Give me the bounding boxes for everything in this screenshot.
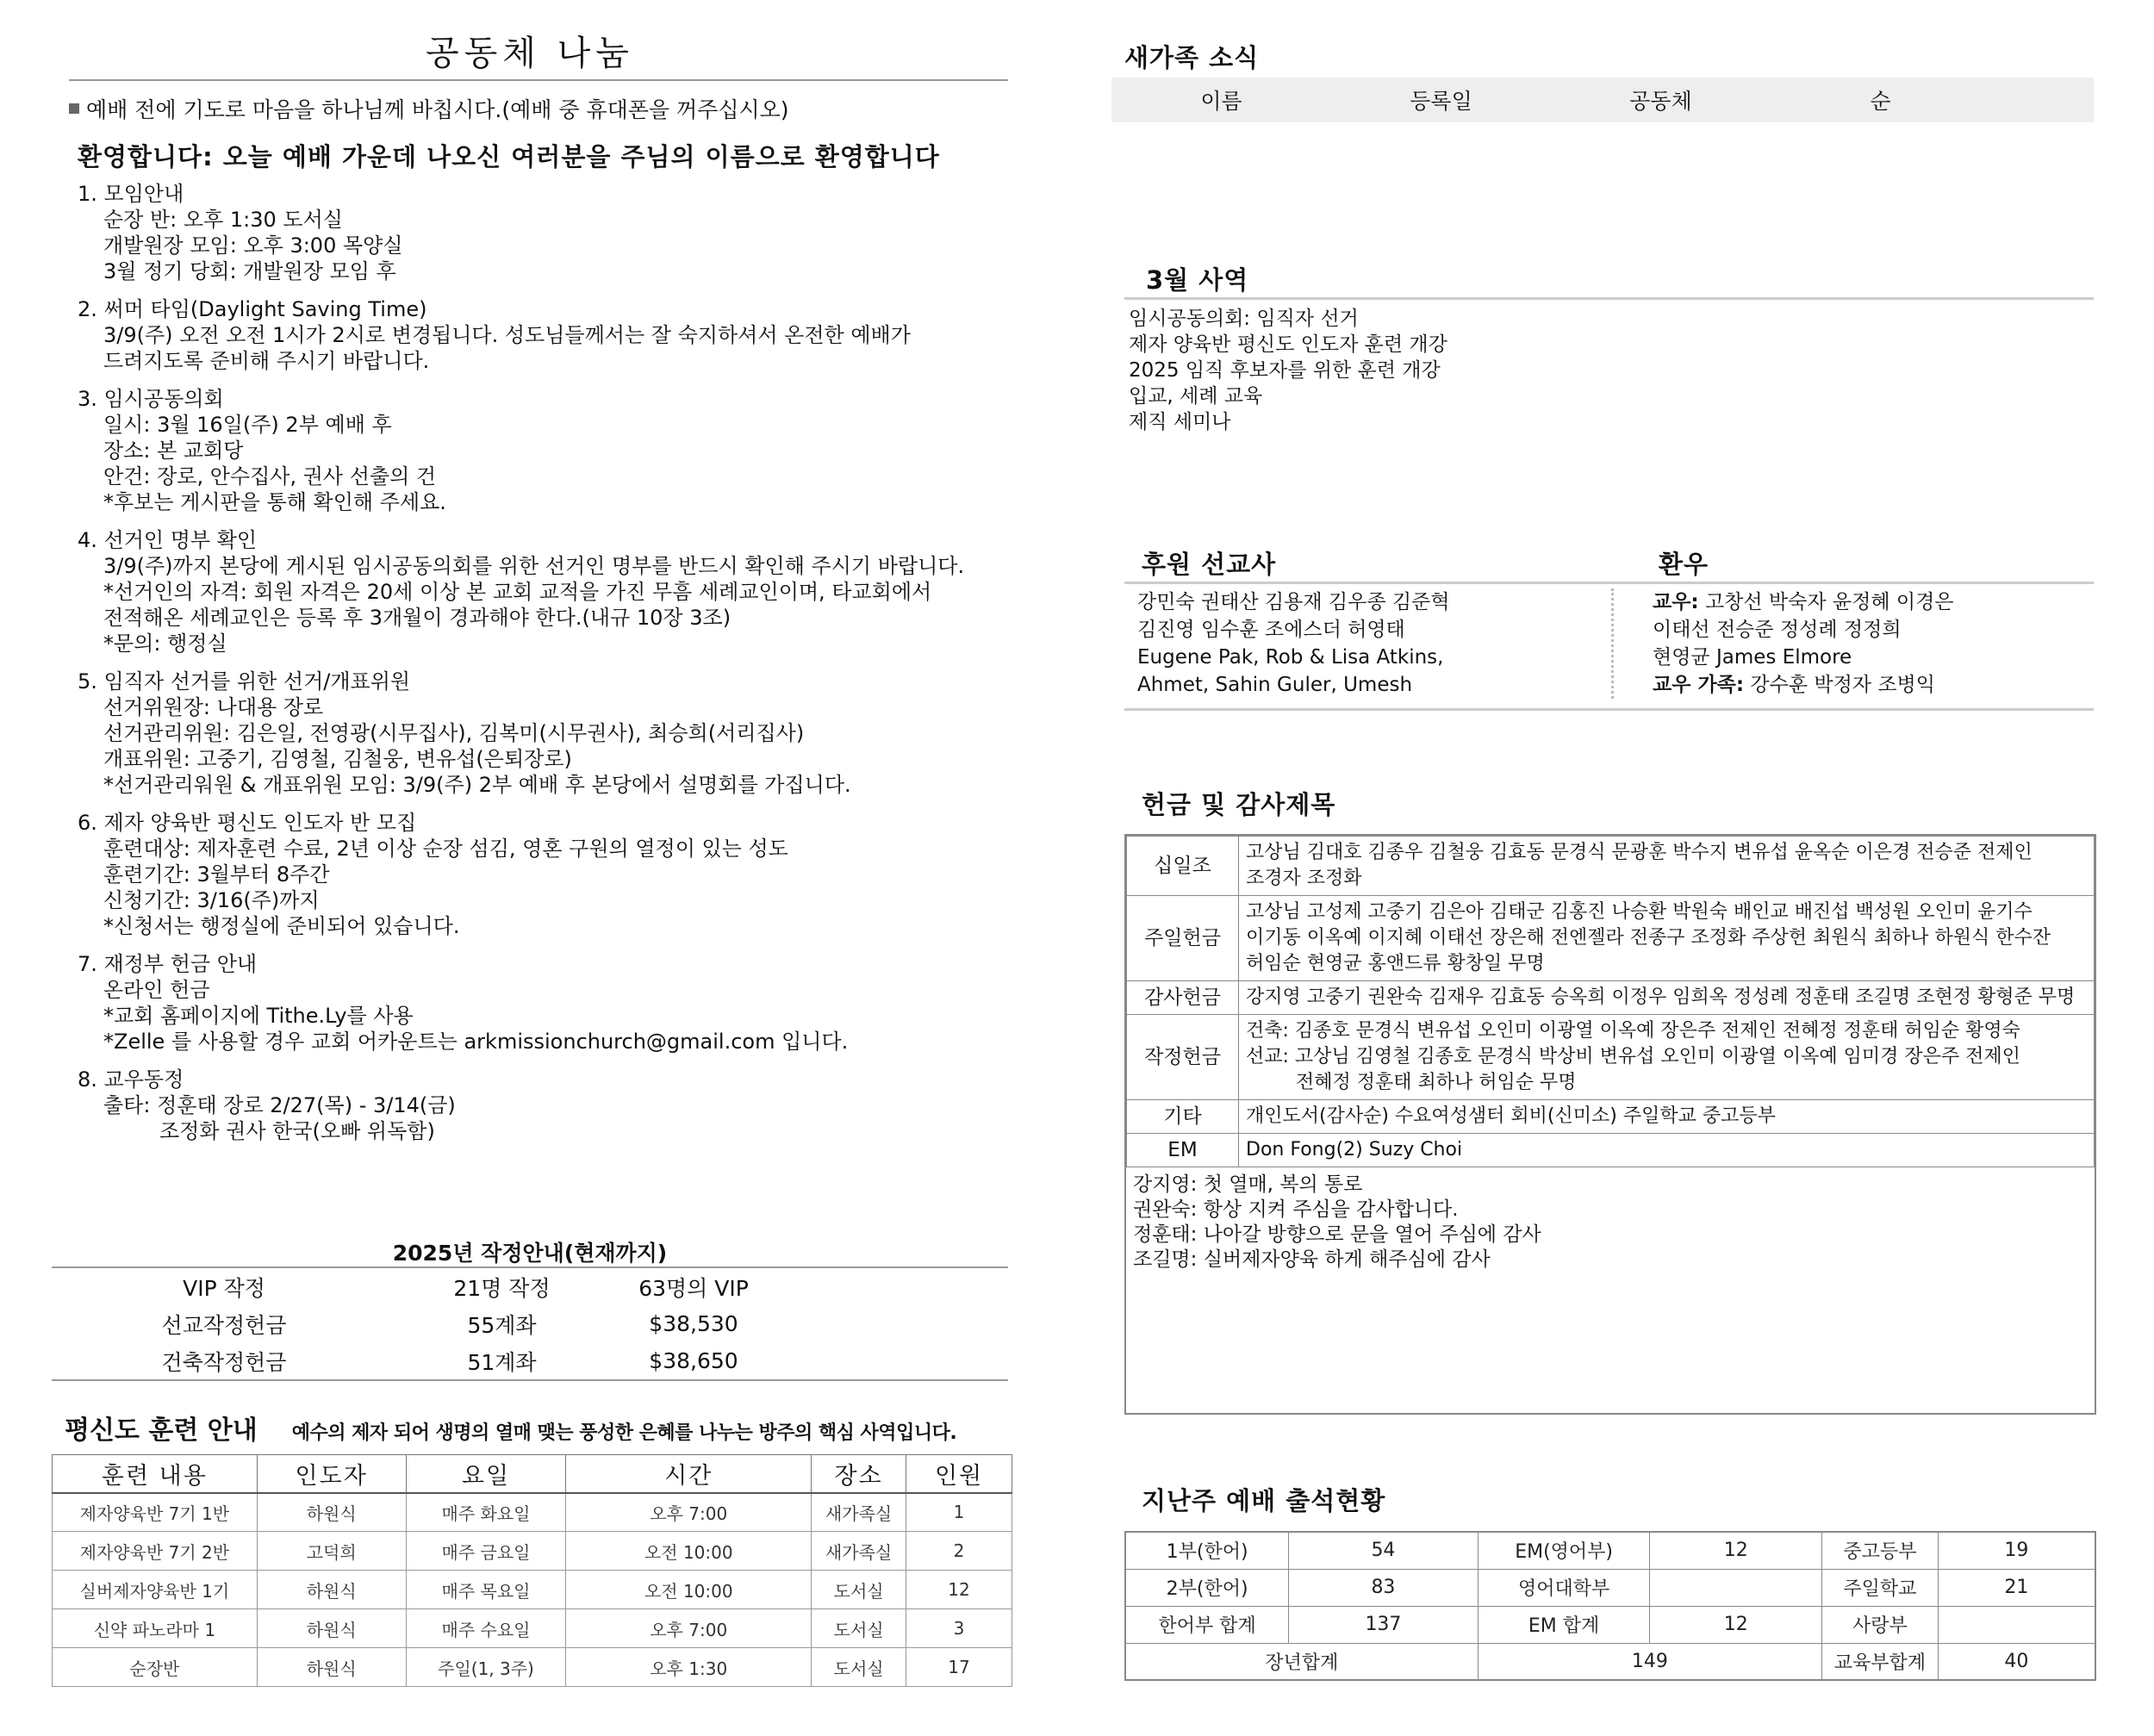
training-col-header: 요일 <box>406 1455 566 1493</box>
table-row <box>1125 1569 2095 1606</box>
training-cell: 순장반 <box>53 1648 258 1687</box>
announcement-line: 안건: 장로, 안수집사, 권사 선출의 건 <box>103 464 437 488</box>
sick-line <box>1653 588 1954 616</box>
attendance-cell: 12 <box>1650 1606 1822 1643</box>
announcement-line: 훈련기간: 3월부터 8주간 <box>103 862 330 887</box>
table-row <box>53 1493 1012 1532</box>
offering-names <box>1239 1134 2095 1167</box>
offering-line: 강지영 고중기 권완숙 김재우 김효동 승옥희 이정우 임희옥 정성례 정훈태 조길명 조현정 황형준 무명 <box>1246 986 2076 1008</box>
announcement-line: *Zelle 를 사용할 경우 교회 어카운트는 arkmissionchurch@gmail.com 입니다. <box>103 1030 849 1054</box>
announcement-title: 6. 제자 양육반 평신도 인도자 반 모집 <box>78 811 417 835</box>
announcement-item <box>78 527 1017 656</box>
training-cell: 하원식 <box>257 1493 406 1532</box>
summary-row <box>52 1305 1008 1342</box>
table-row <box>1125 1532 2095 1569</box>
new-family-col-date: 등록일 <box>1410 89 1472 114</box>
announcement-line: *신청서는 행정실에 준비되어 있습니다. <box>103 914 460 938</box>
announcement-title: 5. 임직자 선거를 위한 선거/개표위원 <box>78 669 411 694</box>
table-row <box>1127 1100 2095 1134</box>
pledge-summary-title: 2025년 작정안내(현재까지) <box>392 1241 668 1266</box>
sick-names: 현영균 James Elmore <box>1653 646 1852 669</box>
training-cell: 하원식 <box>257 1609 406 1648</box>
worship-notice <box>69 93 789 124</box>
sick-line <box>1653 644 1954 671</box>
training-cell: 매주 화요일 <box>406 1493 566 1532</box>
announcement-line: 온라인 헌금 <box>103 978 210 1002</box>
offering-label: EM <box>1127 1134 1239 1167</box>
attendance-cell: 주일학교 <box>1822 1569 1939 1606</box>
offering-line: 이기동 이옥예 이지혜 이태선 장은해 전엔젤라 전종구 조정화 주상헌 최원식 최하나 하원식 한수잔 <box>1246 927 2051 949</box>
offering-label: 작정헌금 <box>1127 1015 1239 1100</box>
training-col-header: 장소 <box>812 1455 906 1493</box>
new-family-header <box>1111 78 2094 122</box>
table-row <box>1127 981 2095 1015</box>
announcement-line: 드려지도록 준비해 주시기 바랍니다. <box>103 349 430 373</box>
summary-cell: $38,530 <box>649 1311 738 1336</box>
summary-cell: 건축작정헌금 <box>161 1349 287 1375</box>
sick-members-list <box>1611 588 1954 699</box>
offering-names <box>1239 1100 2095 1134</box>
list-item: 입교, 세례 교육 <box>1129 385 1263 408</box>
training-cell: 제자양육반 7기 1반 <box>53 1493 258 1532</box>
training-cell: 17 <box>906 1648 1012 1687</box>
training-cell: 하원식 <box>257 1571 406 1609</box>
attendance-cell: EM(영어부) <box>1478 1532 1650 1569</box>
announcement-line: 신청기간: 3/16(주)까지 <box>103 888 320 912</box>
announcement-line: 훈련대상: 제자훈련 수료, 2년 이상 순장 섬김, 영혼 구원의 열정이 있는 성도 <box>103 837 788 861</box>
attendance-cell: 12 <box>1650 1532 1822 1569</box>
square-bullet-icon <box>69 103 79 114</box>
missionaries-list <box>1129 588 1611 699</box>
summary-row <box>52 1342 1008 1379</box>
offering-title: 헌금 및 감사제목 <box>1142 790 1336 819</box>
thanks-line: 권완숙: 항상 지켜 주심을 감사합니다. <box>1133 1198 1459 1221</box>
table-row <box>1127 837 2095 896</box>
list-item: 제자 양육반 평신도 인도자 훈련 개강 <box>1129 333 1447 356</box>
training-cell: 3 <box>906 1609 1012 1648</box>
attendance-total-cell: 40 <box>1938 1643 2095 1680</box>
missionary-line: Eugene Pak, Rob & Lisa Atkins, <box>1137 646 1444 669</box>
sick-names: 고창선 박숙자 윤정혜 이경은 <box>1698 591 1954 613</box>
table-row <box>1125 1606 2095 1643</box>
training-cell: 새가족실 <box>812 1532 906 1571</box>
offering-table <box>1126 836 2095 1167</box>
training-cell: 오후 1:30 <box>566 1648 812 1687</box>
announcement-item <box>78 1067 1017 1144</box>
missionary-line: 김진영 임수훈 조에스더 허영태 <box>1137 619 1405 641</box>
training-cell: 실버제자양육반 1기 <box>53 1571 258 1609</box>
announcement-item <box>78 951 1017 1055</box>
training-cell: 도서실 <box>812 1648 906 1687</box>
training-title: 평신도 훈련 안내 <box>65 1416 258 1446</box>
training-cell: 도서실 <box>812 1609 906 1648</box>
sick-line <box>1653 616 1954 644</box>
page-title: 공동체 나눔 <box>426 34 634 73</box>
offering-names <box>1239 896 2095 981</box>
attendance-cell: 한어부 합계 <box>1125 1606 1289 1643</box>
sick-names: 강수훈 박정자 조병익 <box>1744 674 1935 696</box>
training-cell: 매주 목요일 <box>406 1571 566 1609</box>
training-cell: 도서실 <box>812 1571 906 1609</box>
summary-row <box>52 1268 1008 1305</box>
table-row <box>1127 1015 2095 1100</box>
list-item: 제직 세미나 <box>1129 411 1231 433</box>
notice-text: 예배 전에 기도로 마음을 하나님께 바칩시다.(예배 중 휴대폰을 꺼주십시오) <box>86 97 789 122</box>
missionary-line: 강민숙 권태산 김용재 김우종 김준혁 <box>1137 591 1450 613</box>
announcement-line: 3/9(주) 오전 오전 1시가 2시로 변경됩니다. 성도님들께서는 잘 숙지하셔서 온전한 예배가 <box>103 323 911 347</box>
attendance-cell: 137 <box>1289 1606 1479 1643</box>
table-row <box>1127 896 2095 981</box>
training-subtitle: 예수의 제자 되어 생명의 열매 맺는 풍성한 은혜를 나누는 방주의 핵심 사역입니다. <box>291 1422 957 1444</box>
announcement-line: 3월 정기 당회: 개발원장 모임 후 <box>103 259 396 283</box>
offering-line: 개인도서(감사순) 수요여성샘터 회비(신미소) 주일학교 중고등부 <box>1246 1105 1776 1127</box>
sick-label: 교우: <box>1653 591 1699 613</box>
attendance-total-row <box>1125 1643 2095 1680</box>
announcement-line: *문의: 행정실 <box>103 632 227 656</box>
training-table-header <box>53 1455 1012 1493</box>
pledge-summary-table <box>52 1266 1008 1381</box>
attendance-cell: 83 <box>1289 1569 1479 1606</box>
announcement-line: *후보는 게시판을 통해 확인해 주세요. <box>103 490 446 514</box>
attendance-cell: 21 <box>1938 1569 2095 1606</box>
thanks-line: 정훈태: 나아갈 방향으로 문을 열어 주심에 감사 <box>1133 1223 1541 1246</box>
sick-label: 교우 가족: <box>1653 674 1745 696</box>
attendance-total-cell: 149 <box>1478 1643 1821 1680</box>
announcement-line: *선거관리워원 & 개표위원 모임: 3/9(주) 2부 예배 후 본당에서 설명회를 가집니다. <box>103 773 851 797</box>
training-cell: 매주 수요일 <box>406 1609 566 1648</box>
announcement-line: 개발원장 모임: 오후 3:00 목양실 <box>103 233 403 258</box>
offering-label: 주일헌금 <box>1127 896 1239 981</box>
offering-box <box>1124 834 2096 1415</box>
attendance-cell <box>1650 1569 1822 1606</box>
training-col-header: 훈련 내용 <box>53 1455 258 1493</box>
march-ministry-title: 3월 사역 <box>1146 265 1249 295</box>
summary-cell: VIP 작정 <box>183 1275 265 1301</box>
missionaries-title: 후원 선교사 <box>1142 550 1277 579</box>
announcement-item <box>78 669 1017 798</box>
offering-label: 십일조 <box>1127 837 1239 896</box>
announcement-item <box>78 386 1017 515</box>
announcement-line: *선거인의 자격: 회원 자격은 20세 이상 본 교회 교적을 가진 무흠 세례교인이며, 타교회에서 <box>103 580 932 604</box>
attendance-cell: 1부(한어) <box>1125 1532 1289 1569</box>
attendance-table <box>1124 1531 2096 1681</box>
attendance-cell: 영어대학부 <box>1478 1569 1650 1606</box>
thanks-list <box>1126 1167 2095 1413</box>
training-header <box>65 1409 956 1447</box>
list-item: 임시공동의회: 임직자 선거 <box>1129 308 1359 330</box>
announcement-line: 순장 반: 오후 1:30 도서실 <box>103 208 343 232</box>
summary-cell: 55계좌 <box>467 1312 537 1338</box>
summary-cell: 63명의 VIP <box>638 1275 749 1301</box>
announcement-title: 3. 임시공동의회 <box>78 387 224 411</box>
attendance-cell: EM 합계 <box>1478 1606 1650 1643</box>
table-row <box>53 1648 1012 1687</box>
training-col-header: 인원 <box>906 1455 1012 1493</box>
offering-names <box>1239 981 2095 1015</box>
march-divider <box>1124 297 2094 300</box>
attendance-cell <box>1938 1606 2095 1643</box>
announcement-line: 출타: 정훈태 장로 2/27(목) - 3/14(금) <box>103 1093 456 1117</box>
announcement-line: *교회 홈페이지에 Tithe.Ly를 사용 <box>103 1004 414 1028</box>
new-family-title: 새가족 소식 <box>1124 43 1260 72</box>
announcement-line: 선거관리위원: 김은일, 전영광(시무집사), 김복미(시무권사), 최승희(서리집사) <box>103 721 805 745</box>
attendance-total-cell: 장년합계 <box>1125 1643 1478 1680</box>
training-cell: 신약 파노라마 1 <box>53 1609 258 1648</box>
attendance-cell: 중고등부 <box>1822 1532 1939 1569</box>
offering-label: 감사헌금 <box>1127 981 1239 1015</box>
missionary-line: Ahmet, Sahin Guler, Umesh <box>1137 674 1413 696</box>
sick-line <box>1653 671 1954 699</box>
training-cell: 1 <box>906 1493 1012 1532</box>
table-row <box>1127 1134 2095 1167</box>
table-row <box>53 1571 1012 1609</box>
summary-cell: $38,650 <box>649 1348 738 1373</box>
welcome-message: 환영합니다: 오늘 예배 가운데 나오신 여러분을 주님의 이름으로 환영합니다 <box>78 142 940 171</box>
offering-line: 건축: 김종호 문경식 변유섭 오인미 이광열 이옥예 장은주 전제인 전혜정 정훈태 허임순 황영숙 <box>1246 1020 2020 1042</box>
offering-line: 전혜정 정훈태 최하나 허임순 무명 <box>1296 1072 1577 1093</box>
title-divider <box>69 79 1008 81</box>
attendance-cell: 2부(한어) <box>1125 1569 1289 1606</box>
announcement-line: 선거위원장: 나대용 장로 <box>103 695 324 719</box>
thanks-line: 강지영: 첫 열매, 복의 통로 <box>1133 1173 1363 1196</box>
offering-line: Don Fong(2) Suzy Choi <box>1246 1139 1463 1160</box>
training-cell: 오후 7:00 <box>566 1493 812 1532</box>
attendance-cell: 54 <box>1289 1532 1479 1569</box>
announcement-line: 개표위원: 고중기, 김영철, 김철웅, 변유섭(은퇴장로) <box>103 747 572 771</box>
announcement-item <box>78 181 1017 284</box>
announcement-item <box>78 810 1017 939</box>
list-item: 2025 임직 후보자를 위한 훈련 개강 <box>1129 359 1441 382</box>
announcement-title: 4. 선거인 명부 확인 <box>78 528 258 552</box>
training-cell: 새가족실 <box>812 1493 906 1532</box>
training-col-header: 시간 <box>566 1455 812 1493</box>
training-cell: 오전 10:00 <box>566 1571 812 1609</box>
announcement-line: 3/9(주)까지 본당에 게시된 임시공동의회를 위한 선거인 명부를 반드시 확인해 주시기 바랍니다. <box>103 554 965 578</box>
summary-cell: 51계좌 <box>467 1349 537 1375</box>
offering-line: 고상님 고성제 고중기 김은아 김태군 김홍진 나승환 박원숙 배인교 배진섭 백성원 오인미 윤기수 <box>1246 901 2033 923</box>
sick-members-title: 환우 <box>1659 550 1709 579</box>
announcement-line: 전적해온 세례교인은 등록 후 3개월이 경과해야 한다.(내규 10장 3조) <box>103 606 731 630</box>
training-cell: 주일(1, 3주) <box>406 1648 566 1687</box>
table-row <box>53 1609 1012 1648</box>
offering-line: 허임순 현영균 홍앤드류 황창일 무명 <box>1246 953 1545 974</box>
table-row <box>53 1532 1012 1571</box>
sick-names: 이태선 전승준 정성례 정정희 <box>1653 619 1902 641</box>
offering-line: 조경자 조정화 <box>1246 868 1362 889</box>
missionaries-section <box>1129 588 2094 699</box>
new-family-col-name: 이름 <box>1200 89 1242 114</box>
missionaries-divider-top <box>1124 582 2094 584</box>
offering-line: 선교: 고상님 김영철 김종호 문경식 박상비 변유섭 오인미 이광열 이옥예 임미경 장은주 전제인 <box>1246 1046 2020 1067</box>
training-cell: 오후 7:00 <box>566 1609 812 1648</box>
missionaries-divider-bottom <box>1124 708 2094 711</box>
attendance-cell: 사랑부 <box>1822 1606 1939 1643</box>
training-cell: 하원식 <box>257 1648 406 1687</box>
attendance-title: 지난주 예배 출석현황 <box>1142 1486 1386 1515</box>
training-cell: 매주 금요일 <box>406 1532 566 1571</box>
announcements <box>78 181 1017 1156</box>
announcement-title: 7. 재정부 헌금 안내 <box>78 952 258 976</box>
announcement-title: 8. 교우동정 <box>78 1067 184 1092</box>
offering-label: 기타 <box>1127 1100 1239 1134</box>
announcement-title: 2. 써머 타임(Daylight Saving Time) <box>78 297 427 321</box>
attendance-cell: 19 <box>1938 1532 2095 1569</box>
offering-names <box>1239 1015 2095 1100</box>
announcement-title: 1. 모임안내 <box>78 182 184 206</box>
announcement-line: 일시: 3월 16일(주) 2부 예배 후 <box>103 413 392 437</box>
training-table <box>52 1454 1012 1687</box>
announcement-line: 장소: 본 교회당 <box>103 439 244 463</box>
offering-line: 고상님 김대호 김종우 김철웅 김효동 문경식 문광훈 박수지 변유섭 윤옥순 이은경 전승준 전제인 <box>1246 842 2033 863</box>
announcement-item <box>78 296 1017 374</box>
offering-names <box>1239 837 2095 896</box>
new-family-col-group: 순 <box>1870 89 1891 114</box>
thanks-line: 조길명: 실버제자양육 하게 해주심에 감사 <box>1133 1248 1491 1271</box>
training-cell: 12 <box>906 1571 1012 1609</box>
summary-cell: 선교작정헌금 <box>161 1312 287 1338</box>
training-cell: 제자양육반 7기 2반 <box>53 1532 258 1571</box>
new-family-col-community: 공동체 <box>1629 89 1692 114</box>
announcement-line: 조정화 권사 한국(오빠 위독함) <box>159 1119 435 1143</box>
attendance-total-cell: 교육부합계 <box>1822 1643 1939 1680</box>
march-ministry-list <box>1129 306 1447 435</box>
training-col-header: 인도자 <box>257 1455 406 1493</box>
training-cell: 2 <box>906 1532 1012 1571</box>
summary-cell: 21명 작정 <box>453 1275 551 1301</box>
training-cell: 오전 10:00 <box>566 1532 812 1571</box>
training-cell: 고덕희 <box>257 1532 406 1571</box>
